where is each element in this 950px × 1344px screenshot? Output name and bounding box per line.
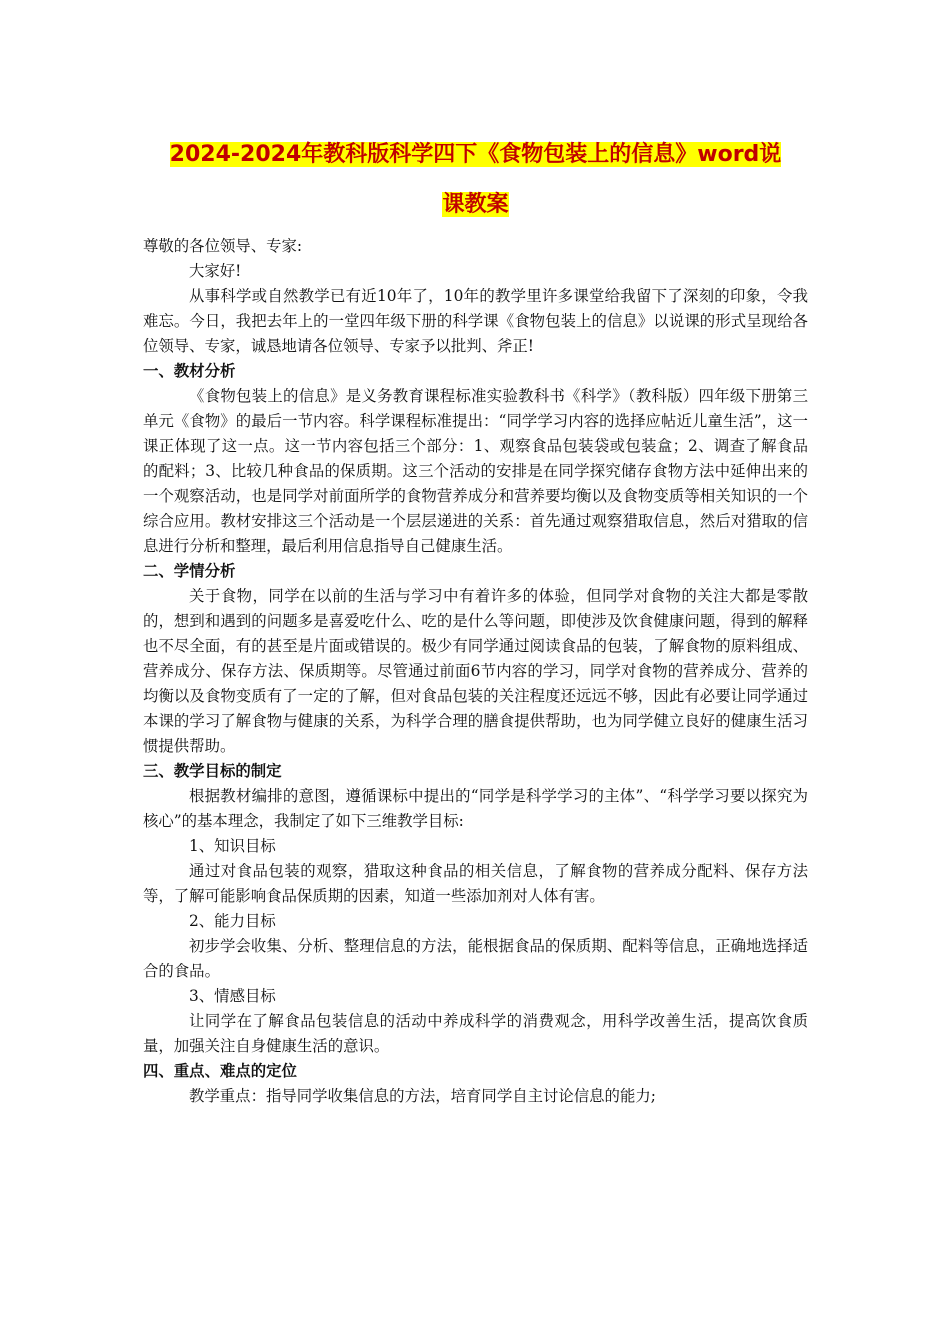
intro-paragraph: 从事科学或自然教学已有近10年了，10年的教学里许多课堂给我留下了深刻的印象，令我难忘。今日，我把去年上的一堂四年级下册的科学课《食物包装上的信息》以说课的形式呈现给各位领导、专家，诚恳地请各位领导、专家予以批判、斧正! (143, 287, 808, 355)
document-page (143, 130, 808, 1109)
goal-3-text: 让同学在了解食品包装信息的活动中养成科学的消费观念，用科学改善生活，提高饮食质量，加强关注自身健康生活的意识。 (143, 1012, 808, 1055)
goal-2-text: 初步学会收集、分析、整理信息的方法，能根据食品的保质期、配料等信息，正确地选择适合的食品。 (143, 937, 808, 980)
section-4-text: 教学重点：指导同学收集信息的方法，培育同学自主讨论信息的能力; (189, 1087, 656, 1105)
title-line-1: 2024-2024年教科版科学四下《食物包装上的信息》word说 (169, 142, 782, 167)
hello: 大家好! (189, 262, 242, 280)
section-3-text: 根据教材编排的意图，遵循课标中提出的“同学是科学学习的主体”、“科学学习要以探究为核心”的基本理念，我制定了如下三维教学目标: (143, 787, 808, 830)
goal-1-label: 1、知识目标 (189, 837, 276, 855)
section-1-text: 《食物包装上的信息》是义务教育课程标准实验教科书《科学》（教科版）四年级下册第三单元《食物》的最后一节内容。科学课程标准提出：“同学学习内容的选择应帖近儿童生活”，这一课正体现了这一点。这一节内容包括三个部分：1、观察食品包装袋或包装盒；2、调查了解食品的配料；3、比较几种食品的保质期。这三个活动的安排是在同学探究储存食物方法中延伸出来的一个观察活动，也是同学对前面所学的食物营养成分和营养要均衡以及食物变质等相关知识的一个综合应用。教材安排这三个活动是一个层层递进的关系：首先通过观察猎取信息，然后对猎取的信息进行分析和整理，最后利用信息指导自己健康生活。 (143, 387, 808, 555)
goal-2-label: 2、能力目标 (189, 912, 276, 930)
title-line-2: 课教案 (442, 192, 509, 217)
section-heading-4: 四、重点、难点的定位 (143, 1062, 297, 1080)
section-2-text: 关于食物，同学在以前的生活与学习中有着许多的体验，但同学对食物的关注大都是零散的，想到和遇到的问题多是喜爱吃什么、吃的是什么等问题，即使涉及饮食健康问题，得到的解释也不尽全面，有的甚至是片面或错误的。极少有同学通过阅读食品的包装，了解食物的原料组成、营养成分、保存方法、保质期等。尽管通过前面6节内容的学习，同学对食物的营养成分、营养的均衡以及食物变质有了一定的了解，但对食品包装的关注程度还远远不够，因此有必要让同学通过本课的学习了解食物与健康的关系，为科学合理的膳食提供帮助，也为同学健立良好的健康生活习惯提供帮助。 (143, 587, 808, 755)
document-title (140, 130, 811, 230)
goal-3-label: 3、情感目标 (189, 987, 276, 1005)
greeting: 尊敬的各位领导、专家: (143, 237, 303, 255)
section-heading-3: 三、教学目标的制定 (143, 762, 282, 780)
section-heading-2: 二、学情分析 (143, 562, 236, 580)
section-heading-1: 一、教材分析 (143, 362, 236, 380)
goal-1-text: 通过对食品包装的观察，猎取这种食品的相关信息，了解食物的营养成分配料、保存方法等，了解可能影响食品保质期的因素，知道一些添加剂对人体有害。 (143, 862, 808, 905)
